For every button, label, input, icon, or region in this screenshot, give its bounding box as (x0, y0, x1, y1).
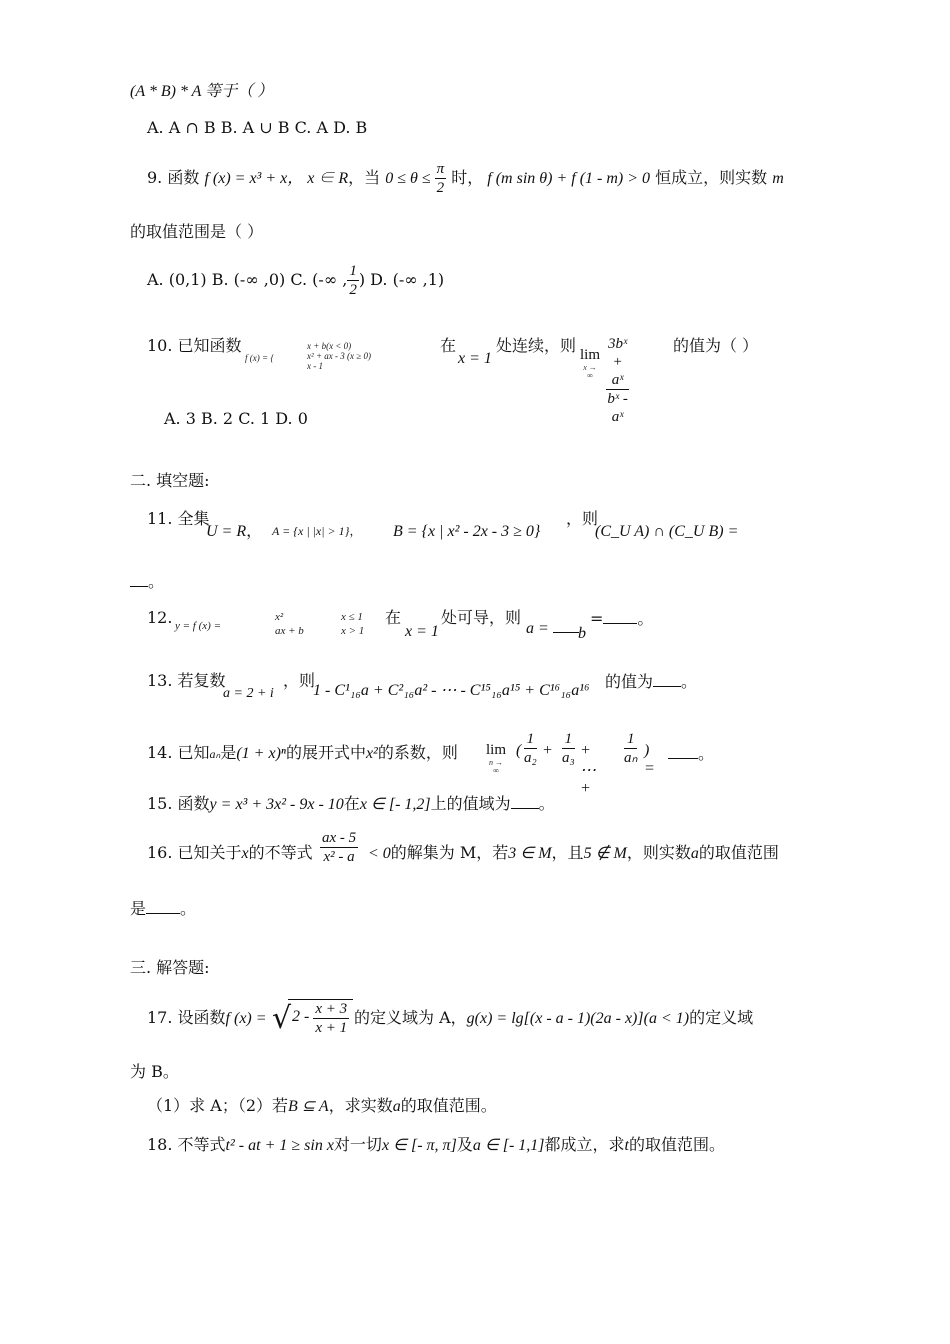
options-text: A. A ∩ B B. A ∪ B C. A D. B (147, 118, 368, 137)
q10-fraction (606, 335, 629, 426)
q14-lim (486, 742, 506, 775)
q10-f-label: f (x) = { (245, 353, 274, 363)
q14-frac-2 (562, 730, 575, 767)
set-expression: (A * B) * A 等于（ ） (130, 83, 274, 100)
question-18 (147, 1134, 725, 1157)
q18-post: 的取值范围。 (629, 1135, 726, 1154)
q9-two: 2 (436, 180, 445, 196)
q9-half (347, 262, 359, 299)
q10-num: 3bˣ + aˣ (608, 336, 628, 388)
q18-mid2: 及 (456, 1135, 473, 1154)
q16-rest (368, 842, 779, 865)
q10-text: 在 (440, 336, 457, 355)
q14-answer (668, 742, 714, 765)
q11-set-a: A = {x | |x| > 1}， (272, 524, 362, 538)
q13-a-value: a = 2 + i (223, 686, 274, 701)
section-2-title: 二. 填空题: (130, 471, 210, 490)
q14-d2: a₃ (562, 750, 575, 766)
q10-piecewise-function (245, 341, 435, 375)
q16b-end: 。 (180, 899, 197, 918)
q10-lim-sub: x → ∞ (583, 363, 597, 380)
q12-b-blank-line (590, 608, 653, 630)
q10-lim (580, 347, 600, 380)
q17-radical-sign: √ (272, 1001, 292, 1036)
q9-half-num: 1 (349, 263, 357, 279)
question-11 (147, 508, 210, 530)
section-3-title: 三. 解答题: (130, 958, 210, 977)
q11-expression (595, 520, 738, 543)
q10-continuous-text (496, 335, 576, 357)
question-17-line-2 (130, 1061, 179, 1083)
q16-den: x² - a (323, 849, 355, 865)
q12-branch-1: x² (275, 611, 284, 623)
q12-a: a = (526, 620, 553, 637)
q16-answer-blank[interactable] (146, 897, 180, 914)
q9-range-text: 的取值范围是（ ） (130, 222, 264, 241)
q10-x-value (458, 347, 492, 370)
q14-x2: x² (365, 745, 378, 762)
q16-lt: < 0 (368, 845, 391, 862)
q12-text-2 (441, 607, 521, 629)
question-15 (147, 792, 555, 816)
q14-plus: + (542, 742, 553, 759)
q14-mid3: 的系数，则 (377, 743, 458, 762)
question-16-line-2 (130, 897, 196, 920)
question-13 (147, 670, 226, 692)
q15-prefix: 15. 函数 (147, 794, 210, 813)
q16-post: ，则实数 (626, 843, 691, 862)
q9-options-b: ) D. (-∞ ,1) (358, 270, 445, 289)
question-10-options (164, 408, 308, 430)
q10-lim-text: lim (580, 347, 601, 363)
q11-answer-blank[interactable] (130, 570, 148, 587)
q18-x: x ∈ [- π, π] (381, 1137, 457, 1154)
q17b: 为 B。 (130, 1062, 179, 1081)
q10-branch-3: x - 1 (307, 361, 323, 371)
q13-a (223, 682, 274, 705)
q17-radicand (288, 999, 353, 1037)
q18-t: t (624, 1137, 629, 1154)
q13-then (283, 670, 315, 692)
q18-mid: 对一切 (333, 1135, 382, 1154)
question-8-continuation (130, 80, 273, 103)
q16-num: ax - 5 (322, 830, 357, 846)
q17c-post: 的取值范围。 (400, 1096, 497, 1115)
q14-an: aₙ (209, 747, 221, 761)
q11-A: A = {x | |x| > 1} (272, 524, 350, 538)
q13-answer-blank[interactable] (653, 670, 681, 687)
question-9-line-1 (147, 160, 784, 197)
q16-mid2: 的解集为 M，若 (390, 843, 509, 862)
question-10-rest (440, 335, 456, 357)
q16-mid: 的不等式 (248, 843, 313, 862)
q14-mid: 是 (220, 743, 237, 762)
q17-f: f (x) = (225, 1010, 267, 1027)
q10-options: A. 3 B. 2 C. 1 D. 0 (164, 409, 308, 428)
q16-post2: 的取值范围 (698, 843, 779, 862)
q17-num: x + 3 (315, 1001, 348, 1017)
q14-dn: aₙ (624, 750, 638, 766)
q17-rest (354, 1007, 753, 1030)
q14-prefix: 14. 已知 (147, 743, 210, 762)
question-9-options (147, 262, 444, 299)
q15-answer-blank[interactable] (511, 792, 539, 809)
q16-fraction (320, 829, 358, 866)
q13-expression (313, 679, 590, 702)
q17-prefix: 17. 设函数 (147, 1008, 226, 1027)
q14-nn: 1 (624, 730, 637, 749)
q18-mid3: 都成立，求 (544, 1135, 625, 1154)
q12-a-blank[interactable] (553, 622, 579, 633)
q10-post: 的值为（ ） (673, 336, 759, 355)
question-17-parts (147, 1095, 497, 1118)
q12-b-blank[interactable] (603, 611, 637, 624)
q10-prefix: 10. 已知函数 (147, 336, 242, 355)
q12-x-value: x = 1 (405, 623, 439, 640)
q10-branch-2: x² + ax - 3 (x ≥ 0) (307, 351, 371, 361)
q13-prefix: 13. 若复数 (147, 671, 226, 690)
q10-question-end (673, 335, 758, 357)
q17-den: x + 1 (315, 1020, 348, 1036)
q13-end: 。 (681, 672, 698, 691)
q16-in: 3 ∈ M (508, 845, 552, 862)
q14-d1: a₂ (524, 750, 537, 766)
q15-mid: 在 (343, 794, 360, 813)
q16-nin: 5 ∉ M (583, 845, 627, 862)
q9-m: m (772, 170, 784, 187)
q14-lim-text: lim (486, 742, 507, 758)
q17-g: g(x) = lg[(x - a - 1)(2a - x)](a < 1) (466, 1010, 690, 1027)
q18-a: a ∈ [- 1,1] (472, 1137, 545, 1154)
q14-n2: 1 (562, 730, 575, 749)
q17-two: 2 - (292, 1008, 314, 1025)
question-17 (147, 1007, 267, 1030)
q13-post: 的值为 (605, 672, 654, 691)
q9-function: f (x) = x³ + x， x ∈ R (204, 170, 349, 187)
q12-mid2: 处可导，则 (441, 608, 522, 627)
q9-pi-over-2 (435, 160, 447, 197)
q17-mid: 的定义域为 A， (354, 1008, 467, 1027)
q10-den: bˣ - aˣ (607, 391, 628, 425)
section-3-heading (130, 957, 210, 979)
q14-n1: 1 (524, 730, 537, 749)
q14-answer-blank[interactable] (668, 742, 698, 759)
q9-text: ，当 (348, 168, 386, 187)
q14-close: ) = (644, 742, 655, 777)
q12-y: y = f (x) = (175, 620, 221, 632)
q12-branch-2: ax + b (275, 625, 304, 637)
q14-open: ( (516, 742, 522, 759)
q12-branch-2-cond: x > 1 (341, 625, 365, 637)
q17c-mid: ，求实数 (328, 1096, 393, 1115)
q15-expr: y = x³ + 3x² - 9x - 10 (209, 796, 344, 813)
q11-prefix: 11. 全集 (147, 509, 210, 528)
q12-text (385, 607, 401, 629)
q9-options-a: A. (0,1) B. (-∞ ,0) C. (-∞ , (147, 270, 348, 289)
q15-end: 。 (538, 794, 555, 813)
question-9-line-2 (130, 221, 263, 243)
q12-eq: = (590, 609, 604, 628)
q9-half-den: 2 (349, 282, 357, 298)
q14-lim-sub: n → ∞ (489, 758, 503, 775)
q17c-subset: B ⊆ A (288, 1098, 329, 1115)
section-2-heading (130, 470, 210, 492)
q12-prefix: 12. (147, 608, 173, 627)
q11-end: 。 (148, 572, 165, 591)
question-14 (147, 742, 458, 765)
q11-universe: U = R， (206, 521, 263, 540)
question-16 (147, 842, 313, 865)
q11-U: U = R (206, 523, 247, 540)
q10-branch-1: x + b(x < 0) (307, 341, 352, 351)
q9-condition: 0 ≤ θ ≤ (385, 170, 435, 187)
q18-prefix: 18. 不等式 (147, 1135, 226, 1154)
q11-B: B = {x | x² - 2x - 3 ≥ 0} (393, 523, 541, 540)
q17-frac (313, 1000, 349, 1037)
q16-prefix: 16. 已知关于 (147, 843, 242, 862)
q16-x: x (241, 845, 249, 862)
q17-post: 的定义域 (689, 1008, 754, 1027)
q15-post: 上的值域为 (430, 794, 511, 813)
q9-pi: π (436, 161, 445, 177)
q14-end: 。 (698, 744, 715, 763)
q12-x (405, 620, 439, 643)
q12-b-answer (578, 622, 586, 645)
q9-text-3: 恒成立，则实数 (650, 168, 773, 187)
q13-mid: ，则 (283, 671, 316, 690)
q14-frac-n (624, 730, 637, 767)
q17c-pre: （1）求 A；（2）若 (147, 1096, 289, 1115)
q12-end: 。 (637, 609, 654, 628)
q9-prefix: 9. 函数 (147, 168, 205, 187)
q15-interval: x ∈ [- 1,2] (359, 796, 431, 813)
q16-mid3: ，且 (551, 843, 584, 862)
q17c-a: a (392, 1098, 401, 1115)
q16b-pre: 是 (130, 899, 147, 918)
q9-text-2: 时， (446, 168, 484, 187)
question-10 (147, 335, 242, 357)
q12-b: b (578, 625, 586, 642)
question-8-options (147, 117, 367, 139)
q14-mid2: 的展开式中 (285, 743, 366, 762)
q16-a: a (690, 845, 699, 862)
q10-text-2: 处连续，则 (496, 336, 577, 355)
question-12 (147, 607, 172, 629)
q12-mid: 在 (385, 608, 402, 627)
q14-dots: + ⋯ + (580, 742, 596, 797)
q12-piecewise (175, 613, 385, 643)
q9-inequality: f (m sin θ) + f (1 - m) > 0 (483, 170, 651, 187)
q10-x: x = 1 (458, 350, 492, 367)
q12-branch-1-cond: x ≤ 1 (341, 611, 363, 623)
q11-expr: (C_U A) ∩ (C_U B) = (595, 523, 739, 540)
q11-answer-line (130, 570, 164, 593)
q14-binomial: (1 + x)ⁿ (236, 745, 286, 762)
q14-frac-1 (524, 730, 537, 767)
q18-inequality: t² - at + 1 ≥ sin x (225, 1137, 334, 1154)
q16-frac (320, 829, 358, 866)
q13-tail (605, 670, 697, 693)
q13-expr: 1 - C¹₁₆a + C²₁₆a² - ⋯ - C¹⁵₁₆a¹⁵ + C¹⁶₁₆a¹⁶ (313, 682, 590, 699)
q11-then-text: ，则 (566, 509, 599, 528)
q11-set-b (393, 520, 540, 543)
q12-a-answer (526, 617, 579, 640)
q11-then (566, 508, 598, 530)
